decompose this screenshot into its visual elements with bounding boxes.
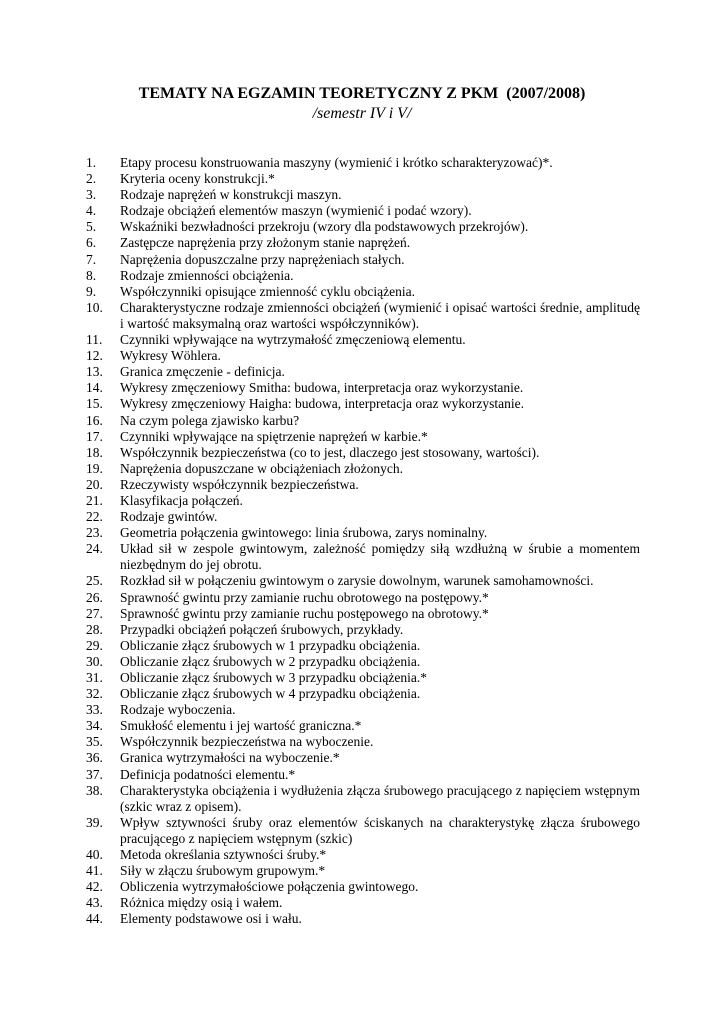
list-item-text: Klasyfikacja połączeń.: [120, 492, 243, 508]
list-item: [86, 847, 640, 863]
list-item-number: 12.: [86, 348, 103, 364]
list-item-text: Czynniki wpływające na spiętrzenie naprężeń w karbie.*: [120, 428, 428, 444]
list-item: [86, 525, 640, 541]
list-item-number: 37.: [86, 766, 103, 782]
list-item-number: 6.: [86, 235, 97, 251]
list-item: [86, 541, 640, 573]
list-item: [86, 734, 640, 750]
list-item-number: 35.: [86, 734, 103, 750]
list-item: [86, 718, 640, 734]
list-item-text: Charakterystyka obciążenia i wydłużenia złącza śrubowego pracującego z napięciem wstępnym (szkic wraz z opisem).: [120, 782, 640, 814]
list-item-number: 36.: [86, 750, 103, 766]
list-item: [86, 380, 640, 396]
list-item-text: Układ sił w zespole gwintowym, zależność pomiędzy siłą wzdłużną w śrubie a momentem niezbędnym do jej obrotu.: [120, 541, 640, 573]
list-item-number: 26.: [86, 589, 103, 605]
list-item-text: Współczynnik bezpieczeństwa (co to jest, dlaczego jest stosowany, wartości).: [120, 444, 540, 460]
list-item-text: Wpływ sztywności śruby oraz elementów ściskanych na charakterystykę złącza śrubowego pracującego z napięciem wstępnym (szkic): [120, 814, 640, 846]
list-item-text: Elementy podstawowe osi i wału.: [120, 911, 302, 927]
list-item: [86, 622, 640, 638]
list-item: [86, 284, 640, 300]
list-item-number: 19.: [86, 460, 103, 476]
list-item-number: 3.: [86, 187, 97, 203]
list-item-text: Rozkład sił w połączeniu gwintowym o zarysie dowolnym, warunek samohamowności.: [120, 573, 594, 589]
list-item: [86, 300, 640, 332]
list-item: [86, 879, 640, 895]
list-item: [86, 863, 640, 879]
list-item: [86, 332, 640, 348]
list-item-text: Sprawność gwintu przy zamianie ruchu postępowego na obrotowy.*: [120, 605, 489, 621]
list-item: [86, 750, 640, 766]
list-item-number: 4.: [86, 203, 97, 219]
list-item: [86, 686, 640, 702]
list-item-text: Etapy procesu konstruowania maszyny (wymienić i krótko scharakteryzować)*.: [120, 155, 553, 170]
list-item: [86, 509, 640, 525]
list-item: [86, 187, 640, 203]
document-subtitle: /semestr IV i V/: [312, 105, 412, 122]
list-item-number: 23.: [86, 525, 103, 541]
list-item-number: 41.: [86, 863, 103, 879]
list-item-text: Metoda określania sztywności śruby.*: [120, 847, 327, 863]
list-item-text: Naprężenia dopuszczalne przy naprężeniach stałych.: [120, 251, 405, 267]
list-item-text: Na czym polega zjawisko karbu?: [120, 412, 300, 428]
list-item-text: Granica wytrzymałości na wyboczenie.*: [120, 750, 340, 766]
list-item-text: Sprawność gwintu przy zamianie ruchu obrotowego na postępowy.*: [120, 589, 489, 605]
list-item-text: Wykresy zmęczeniowy Haigha: budowa, interpretacja oraz wykorzystanie.: [120, 396, 525, 412]
list-item-text: Obliczenia wytrzymałościowe połączenia gwintowego.: [120, 879, 419, 895]
list-item-text: Siły w złączu śrubowym grupowym.*: [120, 863, 326, 879]
list-item: [86, 235, 640, 251]
list-item-number: 33.: [86, 702, 103, 718]
list-item-number: 14.: [86, 380, 103, 396]
list-item: [86, 670, 640, 686]
list-item-number: 17.: [86, 428, 103, 444]
list-item-text: Rodzaje zmienności obciążenia.: [120, 267, 294, 283]
list-item: [86, 767, 640, 783]
list-item: [86, 702, 640, 718]
list-item-text: Rodzaje wyboczenia.: [120, 702, 236, 718]
list-item-text: Zastępcze naprężenia przy złożonym stanie naprężeń.: [120, 235, 411, 251]
list-item-number: 27.: [86, 605, 103, 621]
list-item-number: 10.: [86, 299, 103, 315]
list-item-number: 32.: [86, 686, 103, 702]
list-item-number: 25.: [86, 573, 103, 589]
list-item-number: 16.: [86, 412, 103, 428]
list-item-number: 18.: [86, 444, 103, 460]
list-item-number: 20.: [86, 476, 103, 492]
list-item-text: Geometria połączenia gwintowego: linia śrubowa, zarys nominalny.: [120, 525, 488, 541]
list-item-text: Naprężenia dopuszczane w obciążeniach złożonych.: [120, 460, 403, 476]
list-item-number: 44.: [86, 911, 103, 927]
list-item: [86, 461, 640, 477]
list-item: [86, 654, 640, 670]
list-item-number: 24.: [86, 541, 103, 557]
list-item: [86, 493, 640, 509]
list-item-number: 40.: [86, 847, 103, 863]
list-item-text: Obliczanie złącz śrubowych w 4 przypadku obciążenia.: [120, 686, 421, 702]
list-item-number: 39.: [86, 814, 103, 830]
list-item-number: 29.: [86, 637, 103, 653]
list-item-text: Różnica między osią i wałem.: [120, 895, 283, 911]
list-item: [86, 783, 640, 815]
list-item-number: 42.: [86, 879, 103, 895]
list-item-number: 43.: [86, 895, 103, 911]
list-item: [86, 268, 640, 284]
list-item-text: Rodzaje naprężeń w konstrukcji maszyn.: [120, 187, 342, 203]
list-item: [86, 638, 640, 654]
list-item-number: 30.: [86, 653, 103, 669]
list-item: [86, 606, 640, 622]
list-item-number: 22.: [86, 509, 103, 525]
list-item-number: 2.: [86, 171, 97, 187]
list-item-text: Wykresy zmęczeniowy Smitha: budowa, interpretacja oraz wykorzystanie.: [120, 380, 524, 396]
list-item-text: Rodzaje obciążeń elementów maszyn (wymienić i podać wzory).: [120, 203, 472, 219]
list-item: [86, 155, 640, 171]
list-item-number: 1.: [86, 155, 97, 170]
list-item-number: 31.: [86, 670, 103, 685]
list-item: [86, 413, 640, 429]
list-item: [86, 573, 640, 589]
list-item-text: Obliczanie złącz śrubowych w 1 przypadku obciążenia.: [120, 637, 421, 653]
list-item-number: 11.: [86, 332, 103, 348]
list-item-number: 5.: [86, 219, 97, 235]
list-item-text: Rzeczywisty współczynnik bezpieczeństwa.: [120, 476, 359, 492]
list-item: [86, 429, 640, 445]
list-item-number: 28.: [86, 621, 103, 637]
list-item-number: 21.: [86, 492, 103, 508]
list-item-text: Charakterystyczne rodzaje zmienności obciążeń (wymienić i opisać wartości średnie, amplitudę i wartość maksymalną oraz wartości współczynników).: [120, 299, 640, 331]
list-item-text: Granica zmęczenie - definicja.: [120, 364, 285, 380]
list-item-text: Współczynnik bezpieczeństwa na wyboczenie.: [120, 734, 374, 750]
list-item-text: Wskaźniki bezwładności przekroju (wzory dla podstawowych przekrojów).: [120, 219, 529, 235]
list-item-text: Obliczanie złącz śrubowych w 3 przypadku obciążenia.*: [120, 670, 427, 685]
list-item: [86, 590, 640, 606]
list-item: [86, 219, 640, 235]
list-item-text: Definicja podatności elementu.*: [120, 766, 296, 782]
list-item-number: 15.: [86, 396, 103, 412]
list-item: [86, 203, 640, 219]
document-title: TEMATY NA EGZAMIN TEORETYCZNY Z PKM (2007/2008): [138, 85, 586, 102]
list-item: [86, 364, 640, 380]
list-item-text: Czynniki wpływające na wytrzymałość zmęczeniową elementu.: [120, 332, 466, 348]
list-item-text: Kryteria oceny konstrukcji.*: [120, 171, 275, 187]
list-item: [86, 445, 640, 461]
list-item: [86, 252, 640, 268]
list-item-number: 13.: [86, 364, 103, 380]
list-item-text: Współczynniki opisujące zmienność cyklu obciążenia.: [120, 283, 416, 299]
list-item: [86, 171, 640, 187]
list-item: [86, 477, 640, 493]
list-item: [86, 895, 640, 911]
list-item: [86, 396, 640, 412]
list-item-text: Smukłość elementu i jej wartość graniczna.*: [120, 718, 362, 734]
list-item-number: 9.: [86, 283, 97, 299]
list-item-text: Obliczanie złącz śrubowych w 2 przypadku obciążenia.: [120, 653, 421, 669]
topics-list: [86, 155, 640, 928]
list-item-number: 7.: [86, 251, 97, 267]
list-item-text: Przypadki obciążeń połączeń śrubowych, przykłady.: [120, 621, 404, 637]
list-item: [86, 815, 640, 847]
list-item: [86, 348, 640, 364]
list-item: [86, 911, 640, 927]
list-item-number: 38.: [86, 782, 103, 798]
list-item-number: 8.: [86, 267, 97, 283]
list-item-number: 34.: [86, 718, 103, 734]
list-item-text: Rodzaje gwintów.: [120, 509, 218, 525]
list-item-text: Wykresy Wöhlera.: [120, 348, 221, 364]
